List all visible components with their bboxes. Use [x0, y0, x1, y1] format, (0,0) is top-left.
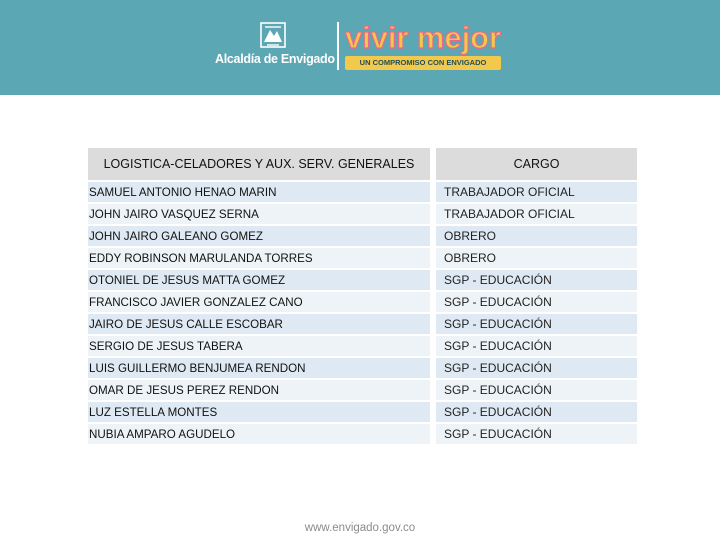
table-row: [88, 424, 637, 444]
employee-name: JOHN JAIRO VASQUEZ SERNA: [88, 204, 436, 224]
employee-name: NUBIA AMPARO AGUDELO: [88, 424, 436, 444]
table-row: [88, 380, 637, 400]
employee-name: OMAR DE JESUS PEREZ RENDON: [88, 380, 436, 400]
table-row: [88, 270, 637, 290]
employee-name: LUZ ESTELLA MONTES: [88, 402, 436, 422]
header-banner: [0, 0, 720, 95]
table-header-row: [88, 148, 637, 180]
campaign-wordmark: [343, 18, 507, 58]
personnel-table: [88, 146, 637, 446]
employee-role: SGP - EDUCACIÓN: [436, 424, 637, 444]
employee-role: SGP - EDUCACIÓN: [436, 314, 637, 334]
employee-name: JOHN JAIRO GALEANO GOMEZ: [88, 226, 436, 246]
column-header-personnel: LOGISTICA-CELADORES Y AUX. SERV. GENERALES: [88, 148, 436, 180]
employee-role: OBRERO: [436, 226, 637, 246]
campaign-logo: [343, 18, 507, 74]
table-row: [88, 402, 637, 422]
employee-role: SGP - EDUCACIÓN: [436, 358, 637, 378]
footer-url: www.envigado.gov.co: [304, 522, 416, 534]
employee-role: SGP - EDUCACIÓN: [436, 292, 637, 312]
employee-role: SGP - EDUCACIÓN: [436, 336, 637, 356]
employee-name: LUIS GUILLERMO BENJUMEA RENDON: [88, 358, 436, 378]
employee-role: SGP - EDUCACIÓN: [436, 270, 637, 290]
employee-role: SGP - EDUCACIÓN: [436, 402, 637, 422]
alcaldia-logo: [215, 20, 333, 72]
employee-name: JAIRO DE JESUS CALLE ESCOBAR: [88, 314, 436, 334]
table-row: [88, 204, 637, 224]
table-body: [88, 182, 637, 444]
employee-name: SERGIO DE JESUS TABERA: [88, 336, 436, 356]
logo-divider: [337, 22, 339, 70]
employee-name: OTONIEL DE JESUS MATTA GOMEZ: [88, 270, 436, 290]
employee-name: EDDY ROBINSON MARULANDA TORRES: [88, 248, 436, 268]
table-row: [88, 314, 637, 334]
employee-role: TRABAJADOR OFICIAL: [436, 204, 637, 224]
table-row: [88, 226, 637, 246]
municipal-emblem-icon: [260, 22, 286, 48]
table-row: [88, 336, 637, 356]
employee-role: TRABAJADOR OFICIAL: [436, 182, 637, 202]
campaign-tagline: UN COMPROMISO CON ENVIGADO: [345, 56, 501, 70]
table-row: [88, 248, 637, 268]
column-header-cargo: CARGO: [436, 148, 637, 180]
employee-role: OBRERO: [436, 248, 637, 268]
employee-role: SGP - EDUCACIÓN: [436, 380, 637, 400]
table-row: [88, 292, 637, 312]
table-row: [88, 358, 637, 378]
org-name: Alcaldía de Envigado: [215, 52, 335, 66]
employee-name: SAMUEL ANTONIO HENAO MARIN: [88, 182, 436, 202]
table-row: [88, 182, 637, 202]
employee-name: FRANCISCO JAVIER GONZALEZ CANO: [88, 292, 436, 312]
campaign-title: vivir mejor: [345, 20, 501, 55]
